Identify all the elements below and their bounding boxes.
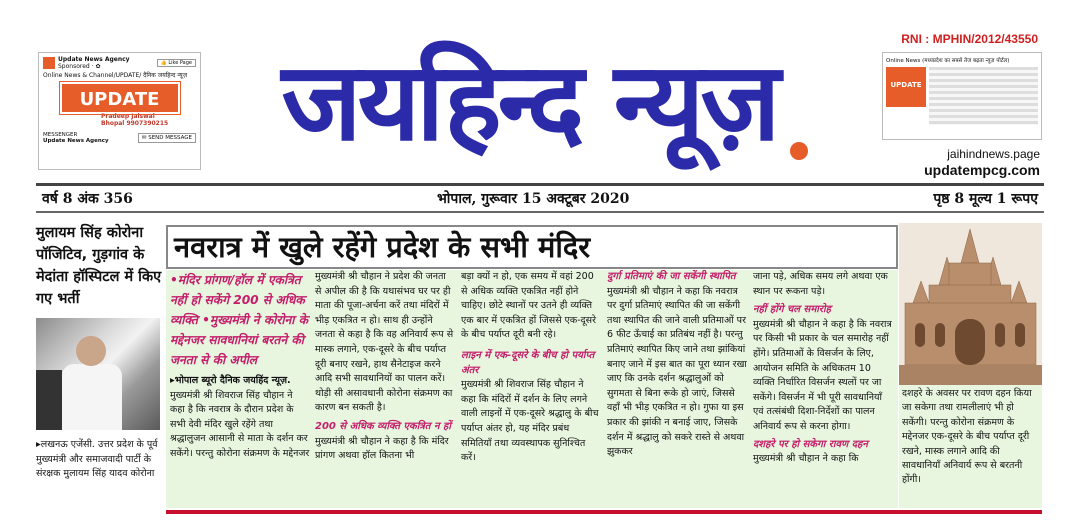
subhead-idol-installation: दुर्गा प्रतिमाएं की जा सकेंगी स्थापित (607, 271, 736, 282)
story-column-4 (607, 270, 747, 508)
story-highlights: •मंदिर प्रांगण/हॉल में एकत्रित नहीं हो सकेंगे 200 से अधिक व्यक्ति •मुख्यमंत्री ने कोरोना के मद्देनजर सावधानियां बरतने की जनता से की अपील (170, 273, 308, 367)
left-story (36, 222, 164, 522)
subhead-ravan-dahan: दशहरे पर हो सकेगा रावण दहन (753, 438, 868, 450)
dateline: भोपाल, गुरूवार 15 अक्टूबर 2020 (436, 191, 630, 207)
story-text-2b: मुख्यमंत्री श्री चौहान ने कहा है कि मंदिर प्रांगण अथवा हॉल कितना भी (315, 435, 449, 462)
website-link-2[interactable]: updatempcg.com (924, 162, 1040, 178)
ad-tagline: Online News & Channel/UPDATE/ दैनिक जयहिन्द न्यूज़ (43, 72, 188, 79)
story-text-2: मुख्यमंत्री श्री चौहान ने प्रदेश की जनता से अपील की है कि यथासंभव घर पर ही माता की पूजा-अर्चना करें तथा मंदिरों में भीड़ एकत्रित न हो। साथ ही उन्होंने जनता से कहा है कि वह अनिवार्य रूप से मास्क लगाने, एक-दूसरे के बीच पर्याप्त दूरी बनाए रखने, हाथ सैनेटाइज करने आदि सभी सावधानियों का पालन करें। थोड़ी सी असावधानी कोरोना संक्रमण का कारण बन सकती है। (315, 271, 454, 414)
story-text-1: मुख्यमंत्री श्री शिवराज सिंह चौहान ने कहा है कि नवरात्र के दौरान प्रदेश के सभी देवी मंदिर खुले रहेंगे तथा श्रद्धालुजन आसानी से माता के दर्शन कर सकेंगे। परन्तु कोरोना संक्रमण के मद्देनजर (170, 389, 310, 459)
ad-right-tagline: Online News (मध्यप्रदेश का सबसे तेज बढ़ता न्यूज़ पोर्टल) (886, 58, 1010, 64)
story-column-5 (753, 270, 895, 508)
ad-contact-name: Pradeep Jaiswal (101, 113, 155, 121)
byline: ▸भोपाल ब्यूरो दैनिक जयहिंद न्यूज़. (170, 375, 291, 386)
story-column-3 (461, 270, 601, 508)
story-text-5c: मुख्यमंत्री श्री चौहान ने कहा कि (753, 453, 859, 465)
facebook-ad-right[interactable] (882, 52, 1042, 140)
story-text-3: बड़ा क्यों न हो, एक समय में वहां 200 से अधिक व्यक्ति एकत्रित नहीं होने चाहिए। छोटे स्थानों पर उतने ही व्यक्ति एक बार में एकत्रित हों जिससे एक-दूसरे के बीच पर्याप्त दूरी बनी रहे। (461, 271, 596, 341)
story-column-1 (170, 270, 310, 508)
facebook-ad-left[interactable] (38, 52, 201, 170)
volume-issue: वर्ष 8 अंक 356 (42, 191, 133, 207)
edition-info-bar (36, 183, 1044, 213)
website-link-1[interactable]: jaihindnews.page (947, 147, 1040, 161)
masthead-dot (790, 142, 808, 160)
messenger-name: Update News Agency (43, 137, 109, 144)
story-text-3b: मुख्यमंत्री श्री शिवराज सिंह चौहान ने कहा कि मंदिरों में दर्शन के लिए लगने वाली लाइनों में एक-दूसरे श्रद्धालु के बीच पर्याप्त अंतर हो, यह मंदिर प्रबंध समितियाँ तथा व्यवस्थापक सुनिश्चित करें। (461, 379, 599, 464)
story-text-5: जाना पड़े, अधिक समय लगे अथवा एक स्थान पर रूकना पड़े। (753, 271, 888, 297)
send-message-button[interactable]: ✉ SEND MESSAGE (138, 133, 196, 143)
story-text-4: मुख्यमंत्री श्री चौहान ने कहा कि नवरात्र पर दुर्गा प्रतिमाएं स्थापित की जा सकेंगी तथा स्थापित की जाने वाली प्रतिमाओं पर 6 फीट ऊँचाई का प्रतिबंध नहीं है। परन्तु प्रतिमाएं स्थापित किए जाने तथा झांकियां बनाए जाने में इस बात का पूरा ध्यान रखा जाए कि उनके दर्शन श्रद्धालुओं को सुगमता से बिना रूके हो जाएं, जिससे वहाँ भी भीड़ एकत्रित न हो। गुफा या इस प्रकार की झांकी न बनाई जाए, जिसके दर्शन में श्रद्धालु को सकरे रास्ते से अथवा झुककर (607, 285, 747, 458)
temple-photo-caption: दशहरे के अवसर पर रावण दहन किया जा सकेगा तथा रामलीलाएं भी हो सकेंगी। परन्तु कोरोना संक्रमण के मद्देनजर एक-दूसरे के बीच पर्याप्त दूरी रखने, मास्क लगाने आदि की सावधानियाँ अनिवार्य रूप से बरतनी होंगी। (899, 385, 1042, 508)
update-logo: UPDATE (60, 82, 180, 114)
page-logo-icon (43, 57, 55, 69)
ad-right-logo: UPDATE (886, 67, 926, 107)
ad-right-thumbnail (929, 67, 1038, 125)
story-text-5b: मुख्यमंत्री श्री चौहान ने कहा है कि नवरात्र पर किसी भी प्रकार के चल समारोह नहीं होंगे। प्रतिमाओं के विसर्जन के लिए, आयोजन समिति के अधिकतम 10 व्यक्ति निर्धारित विसर्जन स्थलों पर जा सकेंगे। विसर्जन में भी पूरी सावधानियाँ एवं तत्संबंधी दिशा-निर्देशों का पालन अनिवार्य रूप से करना होगा। (753, 318, 892, 432)
like-page-button[interactable]: 👍 Like Page (157, 59, 196, 67)
messenger-label: MESSENGER (43, 131, 78, 138)
page-price: पृष्ठ 8 मूल्य 1 रूपए (933, 191, 1038, 207)
rni-number: RNI : MPHIN/2012/43550 (901, 32, 1038, 46)
ad-contact-phone: Bhopal 9907390215 (101, 120, 169, 128)
subhead-no-processions: नहीं होंगे चल समारोह (753, 304, 831, 316)
subhead-200-persons: 200 से अधिक व्यक्ति एकत्रित न हों (315, 420, 451, 432)
bottom-rule (166, 510, 1042, 514)
story-column-2 (315, 270, 455, 508)
subhead-queue-distance: लाइन में एक-दूसरे के बीच हो पर्याप्त अंतर (461, 349, 595, 376)
left-story-body: ▸लखनऊ एजेंसी. उत्तर प्रदेश के पूर्व मुख्यमंत्री और समाजवादी पार्टी के संरक्षक मुलायम सिंह यादव कोरोना (36, 439, 158, 479)
main-story-panel (166, 270, 898, 508)
main-headline: नवरात्र में खुले रहेंगे प्रदेश के सभी मंदिर (166, 225, 898, 269)
left-story-headline: मुलायम सिंह कोरोना पॉजिटिव, गुड़गांव के मेदांता हॉस्पिटल में किए गए भर्ती (36, 225, 162, 307)
left-story-photo (36, 318, 160, 430)
ad-sponsored: Sponsored · ✿ (58, 63, 101, 70)
newspaper-masthead: जयहिन्द न्यूज़ (281, 40, 777, 165)
temple-photo (899, 223, 1042, 385)
ad-page-name: Update News Agency (58, 56, 130, 63)
